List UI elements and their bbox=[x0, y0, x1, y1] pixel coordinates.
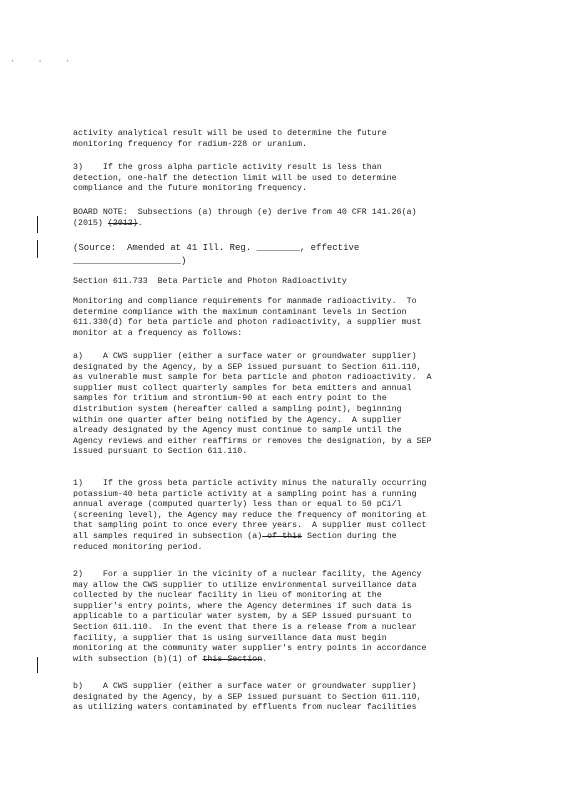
section-heading: Section 611.733 Beta Particle and Photon Radioactivity bbox=[73, 277, 347, 286]
revision-bar bbox=[37, 657, 38, 673]
paragraph-intro: Monitoring and compliance requirements for manmade radioactivity. To determine compliance with the maximum contaminant levels in Section 611.330(d) for beta particle and photon radioactivity, a supplier must monitor at a frequency as follows: bbox=[73, 297, 422, 338]
subsection-a-2: 2) For a supplier in the vicinity of a nuclear facility, the Agency may allow the CWS supplier to utilize environmental surveillance data collected by the nuclear facility in lieu of monitoring at the supplier's entry points, where the Agency determines if such data is applicable to a particular water system, by a SEP issued pursuant to Section 611.110. In the event that there is a release from a nuclear facility, a supplier that is using surveillance data must begin monitoring at the community water supplier's entry points in accordance with subsection (b)(1) of this Section. bbox=[73, 570, 427, 664]
subsection-b: b) A CWS supplier (either a surface water or groundwater supplier) designated by the Agency, by a SEP issued pursuant to Section 611.110, as utilizing waters contaminated by effluents from nuclear facilities bbox=[73, 682, 422, 713]
paragraph-alpha-result: 3) If the gross alpha particle activity result is less than detection, one-half the detection limit will be used to determine compliance and the future monitoring frequency. bbox=[73, 163, 397, 194]
scan-marks: · · · bbox=[10, 57, 80, 66]
revision-bar bbox=[37, 216, 38, 233]
subsection-a-1: 1) If the gross beta particle activity minus the naturally occurring potassium-40 beta particle activity at a sampling point has a running annual average (computed quarterly) less than or equal to 50 pCi/l (screening level), the Agency may reduce the frequency of monitoring at that sampling point to once every three years. A supplier must collect all samples required in subsection (a) of this Section during the reduced monitoring period. bbox=[73, 479, 427, 552]
paragraph-continuation: activity analytical result will be used to determine the future monitoring frequency for radium-228 or uranium. bbox=[73, 129, 387, 149]
source-note: (Source: Amended at 41 Ill. Reg. ________, effective ____________________) bbox=[73, 243, 360, 266]
subsection-a: a) A CWS supplier (either a surface water or groundwater supplier) designated by the Agency, by a SEP issued pursuant to Section 611.110, as vulnerable must sample for beta particle and photon radioactivity. A supplier must collect quarterly samples for beta emitters and annual samples for tritium and strontium-90 at each entry point to the distribution system (hereafter called a sampling point), beginning within one quarter after being notified by the Agency. A supplier already designated by the Agency must continue to sample until the Agency reviews and either reaffirms or removes the designation, by a SEP issued pursuant to Section 611.110. bbox=[73, 352, 432, 457]
board-note: BOARD NOTE: Subsections (a) through (e) derive from 40 CFR 141.26(a) (2015) (2012). bbox=[73, 208, 417, 228]
revision-bar bbox=[37, 240, 38, 258]
